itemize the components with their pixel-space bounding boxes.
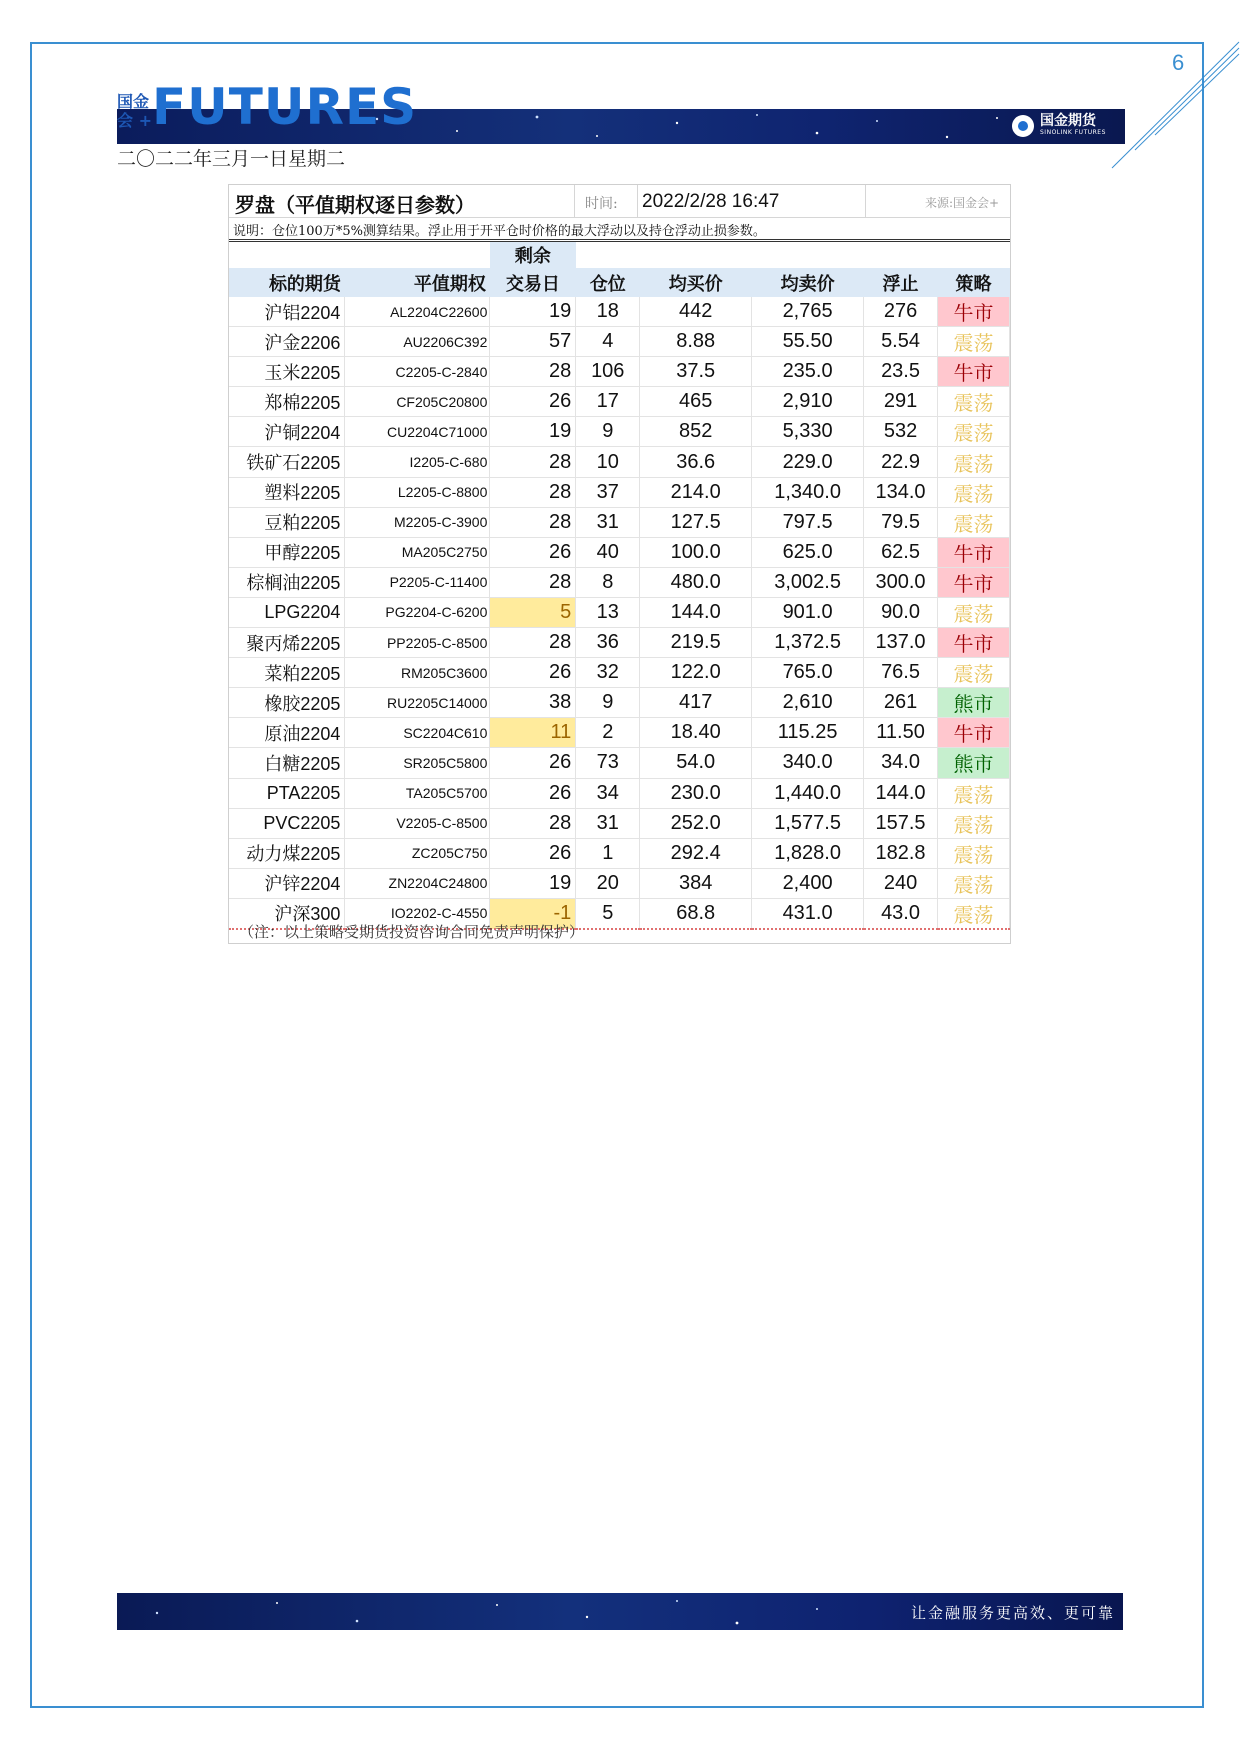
strategy-cell: 震荡: [938, 778, 1010, 808]
buy-price-cell: 230.0: [640, 778, 752, 808]
option-cell: PG2204-C-6200: [345, 597, 490, 627]
stop-cell: 134.0: [864, 477, 938, 507]
brand-name-en: SINOLINK FUTURES: [1040, 129, 1106, 136]
buy-price-cell: 144.0: [640, 597, 752, 627]
position-cell: 73: [576, 748, 640, 778]
sheet-title: 罗盘（平值期权逐日参数）: [235, 193, 475, 217]
sell-price-cell: 115.25: [752, 718, 864, 748]
table-row: [229, 387, 1010, 417]
days-cell: 28: [490, 567, 576, 597]
column-header: 仓位: [576, 268, 640, 297]
header-top-cell: [576, 242, 640, 268]
header-top-cell: [864, 242, 938, 268]
column-header: 均卖价: [752, 268, 864, 297]
days-cell: 57: [490, 327, 576, 357]
option-cell: I2205-C-680: [345, 447, 490, 477]
sell-price-cell: 2,400: [752, 868, 864, 898]
strategy-cell: 熊市: [938, 688, 1010, 718]
days-cell: 28: [490, 447, 576, 477]
sell-price-cell: 229.0: [752, 447, 864, 477]
buy-price-cell: 465: [640, 387, 752, 417]
column-header: 策略: [938, 268, 1010, 297]
table-row: [229, 778, 1010, 808]
strategy-cell: 震荡: [938, 898, 1010, 929]
table-row: [229, 507, 1010, 537]
column-header: 浮止: [864, 268, 938, 297]
days-cell: 5: [490, 597, 576, 627]
strategy-cell: 震荡: [938, 658, 1010, 688]
future-cell: 动力煤2205: [229, 838, 345, 868]
buy-price-cell: 68.8: [640, 898, 752, 929]
sell-price-cell: 1,828.0: [752, 838, 864, 868]
future-cell: 聚丙烯2205: [229, 628, 345, 658]
column-header: 均买价: [640, 268, 752, 297]
header-top-cell: [345, 242, 490, 268]
sell-price-cell: 5,330: [752, 417, 864, 447]
sinolink-logo-icon: [1012, 115, 1034, 137]
strategy-cell: 牛市: [938, 718, 1010, 748]
days-cell: 28: [490, 808, 576, 838]
position-cell: 36: [576, 628, 640, 658]
option-cell: P2205-C-11400: [345, 567, 490, 597]
buy-price-cell: 252.0: [640, 808, 752, 838]
future-cell: 沪锌2204: [229, 868, 345, 898]
option-cell: RU2205C14000: [345, 688, 490, 718]
table-row: [229, 327, 1010, 357]
buy-price-cell: 37.5: [640, 357, 752, 387]
future-cell: LPG2204: [229, 597, 345, 627]
strategy-cell: 牛市: [938, 297, 1010, 327]
stop-cell: 11.50: [864, 718, 938, 748]
days-cell: 19: [490, 417, 576, 447]
option-cell: CF205C20800: [345, 387, 490, 417]
position-cell: 8: [576, 567, 640, 597]
footer-slogan: 让金融服务更高效、更可靠: [910, 1604, 1115, 1622]
brand-name-cn: 国金期货: [1040, 113, 1096, 129]
sell-price-cell: 2,610: [752, 688, 864, 718]
table-row: [229, 688, 1010, 718]
future-cell: 原油2204: [229, 718, 345, 748]
buy-price-cell: 442: [640, 297, 752, 327]
header-top-cell: [229, 242, 345, 268]
option-cell: CU2204C71000: [345, 417, 490, 447]
sell-price-cell: 765.0: [752, 658, 864, 688]
sell-price-cell: 340.0: [752, 748, 864, 778]
stop-cell: 34.0: [864, 748, 938, 778]
stop-cell: 90.0: [864, 597, 938, 627]
table-row: [229, 297, 1010, 327]
strategy-cell: 牛市: [938, 357, 1010, 387]
sell-price-cell: 1,577.5: [752, 808, 864, 838]
strategy-cell: 震荡: [938, 387, 1010, 417]
days-cell: 26: [490, 658, 576, 688]
sell-price-cell: 1,372.5: [752, 628, 864, 658]
strategy-cell: 震荡: [938, 838, 1010, 868]
future-cell: 白糖2205: [229, 748, 345, 778]
disclaimer-note: （注：以上策略受期货投资咨询合同免责声明保护）: [239, 923, 585, 941]
buy-price-cell: 219.5: [640, 628, 752, 658]
position-cell: 34: [576, 778, 640, 808]
future-cell: 玉米2205: [229, 357, 345, 387]
option-cell: SR205C5800: [345, 748, 490, 778]
table-row: [229, 417, 1010, 447]
position-cell: 13: [576, 597, 640, 627]
table-row: [229, 718, 1010, 748]
future-cell: 豆粕2205: [229, 507, 345, 537]
sell-price-cell: 2,765: [752, 297, 864, 327]
strategy-cell: 震荡: [938, 417, 1010, 447]
buy-price-cell: 384: [640, 868, 752, 898]
stop-cell: 79.5: [864, 507, 938, 537]
stop-cell: 182.8: [864, 838, 938, 868]
days-cell: 28: [490, 477, 576, 507]
option-cell: ZC205C750: [345, 838, 490, 868]
table-row: [229, 658, 1010, 688]
stop-cell: 261: [864, 688, 938, 718]
position-cell: 2: [576, 718, 640, 748]
strategy-cell: 震荡: [938, 597, 1010, 627]
position-cell: 5: [576, 898, 640, 929]
position-cell: 10: [576, 447, 640, 477]
days-cell: 26: [490, 748, 576, 778]
future-cell: 沪铜2204: [229, 417, 345, 447]
days-cell: 26: [490, 537, 576, 567]
header-top-cell: [752, 242, 864, 268]
corner-decoration: [1110, 40, 1241, 170]
stop-cell: 532: [864, 417, 938, 447]
sell-price-cell: 797.5: [752, 507, 864, 537]
option-cell: C2205-C-2840: [345, 357, 490, 387]
position-cell: 1: [576, 838, 640, 868]
stop-cell: 5.54: [864, 327, 938, 357]
strategy-cell: 牛市: [938, 628, 1010, 658]
column-header: 平值期权: [345, 268, 490, 297]
logo-chinese: 国金 会 +: [117, 92, 152, 130]
source-label: 来源:国金会+: [925, 196, 1000, 210]
days-cell: 11: [490, 718, 576, 748]
stop-cell: 23.5: [864, 357, 938, 387]
sell-price-cell: 55.50: [752, 327, 864, 357]
strategy-cell: 牛市: [938, 567, 1010, 597]
stop-cell: 137.0: [864, 628, 938, 658]
header-top-cell: [640, 242, 752, 268]
time-value: 2022/2/28 16:47: [642, 191, 780, 212]
option-cell: RM205C3600: [345, 658, 490, 688]
position-cell: 106: [576, 357, 640, 387]
future-cell: 铁矿石2205: [229, 447, 345, 477]
header-top-cell: 剩余: [490, 242, 576, 268]
stop-cell: 62.5: [864, 537, 938, 567]
options-table: [229, 242, 1010, 930]
buy-price-cell: 8.88: [640, 327, 752, 357]
time-label: 时间:: [585, 196, 618, 212]
sell-price-cell: 1,340.0: [752, 477, 864, 507]
sell-price-cell: 235.0: [752, 357, 864, 387]
footer-banner: [117, 1593, 1123, 1630]
strategy-cell: 震荡: [938, 477, 1010, 507]
days-cell: 26: [490, 838, 576, 868]
stop-cell: 144.0: [864, 778, 938, 808]
stop-cell: 300.0: [864, 567, 938, 597]
table-row: [229, 477, 1010, 507]
option-cell: L2205-C-8800: [345, 477, 490, 507]
table-row: [229, 748, 1010, 778]
strategy-cell: 震荡: [938, 868, 1010, 898]
page-number: 6: [1172, 50, 1185, 75]
days-cell: 28: [490, 507, 576, 537]
strategy-cell: 震荡: [938, 808, 1010, 838]
position-cell: 31: [576, 808, 640, 838]
option-cell: M2205-C-3900: [345, 507, 490, 537]
future-cell: 棕榈油2205: [229, 567, 345, 597]
position-cell: 9: [576, 417, 640, 447]
position-cell: 17: [576, 387, 640, 417]
future-cell: 塑料2205: [229, 477, 345, 507]
buy-price-cell: 18.40: [640, 718, 752, 748]
stop-cell: 276: [864, 297, 938, 327]
table-row: [229, 537, 1010, 567]
sell-price-cell: 3,002.5: [752, 567, 864, 597]
sell-price-cell: 1,440.0: [752, 778, 864, 808]
option-cell: SC2204C610: [345, 718, 490, 748]
days-cell: 26: [490, 387, 576, 417]
report-date: 二〇二二年三月一日星期二: [117, 148, 346, 170]
table-row: [229, 567, 1010, 597]
option-cell: ZN2204C24800: [345, 868, 490, 898]
buy-price-cell: 417: [640, 688, 752, 718]
buy-price-cell: 480.0: [640, 567, 752, 597]
table-row: [229, 447, 1010, 477]
future-cell: 橡胶2205: [229, 688, 345, 718]
table-row: [229, 357, 1010, 387]
sell-price-cell: 901.0: [752, 597, 864, 627]
future-cell: 郑棉2205: [229, 387, 345, 417]
brand-logo: [1012, 114, 1106, 137]
position-cell: 31: [576, 507, 640, 537]
future-cell: 沪深300: [229, 898, 345, 929]
table-row: [229, 597, 1010, 627]
stop-cell: 157.5: [864, 808, 938, 838]
column-header: 交易日: [490, 268, 576, 297]
stop-cell: 240: [864, 868, 938, 898]
position-cell: 4: [576, 327, 640, 357]
days-cell: 28: [490, 628, 576, 658]
strategy-cell: 熊市: [938, 748, 1010, 778]
option-cell: IO2202-C-4550: [345, 898, 490, 929]
strategy-cell: 牛市: [938, 537, 1010, 567]
future-cell: PTA2205: [229, 778, 345, 808]
table-row: [229, 628, 1010, 658]
days-cell: 19: [490, 297, 576, 327]
description-row: [229, 217, 1010, 242]
days-cell: -1: [490, 898, 576, 929]
strategy-cell: 震荡: [938, 447, 1010, 477]
days-cell: 26: [490, 778, 576, 808]
buy-price-cell: 36.6: [640, 447, 752, 477]
sell-price-cell: 431.0: [752, 898, 864, 929]
table-row: [229, 838, 1010, 868]
future-cell: 沪金2206: [229, 327, 345, 357]
days-cell: 38: [490, 688, 576, 718]
position-cell: 37: [576, 477, 640, 507]
strategy-cell: 震荡: [938, 327, 1010, 357]
option-cell: V2205-C-8500: [345, 808, 490, 838]
buy-price-cell: 214.0: [640, 477, 752, 507]
header-top-cell: [938, 242, 1010, 268]
stop-cell: 43.0: [864, 898, 938, 929]
sell-price-cell: 2,910: [752, 387, 864, 417]
column-header: 标的期货: [229, 268, 345, 297]
future-cell: 甲醇2205: [229, 537, 345, 567]
table-row: [229, 808, 1010, 838]
option-cell: AU2206C392: [345, 327, 490, 357]
sell-price-cell: 625.0: [752, 537, 864, 567]
buy-price-cell: 292.4: [640, 838, 752, 868]
buy-price-cell: 54.0: [640, 748, 752, 778]
sheet-title-row: [229, 185, 1010, 217]
buy-price-cell: 852: [640, 417, 752, 447]
future-cell: 沪铝2204: [229, 297, 345, 327]
position-cell: 20: [576, 868, 640, 898]
option-cell: PP2205-C-8500: [345, 628, 490, 658]
stop-cell: 22.9: [864, 447, 938, 477]
future-cell: 菜粕2205: [229, 658, 345, 688]
days-cell: 19: [490, 868, 576, 898]
table-row: [229, 868, 1010, 898]
days-cell: 28: [490, 357, 576, 387]
buy-price-cell: 122.0: [640, 658, 752, 688]
position-cell: 9: [576, 688, 640, 718]
future-cell: PVC2205: [229, 808, 345, 838]
strategy-cell: 震荡: [938, 507, 1010, 537]
stop-cell: 291: [864, 387, 938, 417]
logo-futures: FUTURES: [152, 78, 418, 136]
option-cell: TA205C5700: [345, 778, 490, 808]
buy-price-cell: 127.5: [640, 507, 752, 537]
option-cell: AL2204C22600: [345, 297, 490, 327]
stop-cell: 76.5: [864, 658, 938, 688]
description: 说明：仓位100万*5%测算结果。浮止用于开平仓时价格的最大浮动以及持仓浮动止损参数。: [233, 224, 766, 239]
buy-price-cell: 100.0: [640, 537, 752, 567]
position-cell: 32: [576, 658, 640, 688]
position-cell: 40: [576, 537, 640, 567]
position-cell: 18: [576, 297, 640, 327]
compass-table-sheet: [228, 184, 1011, 944]
option-cell: MA205C2750: [345, 537, 490, 567]
